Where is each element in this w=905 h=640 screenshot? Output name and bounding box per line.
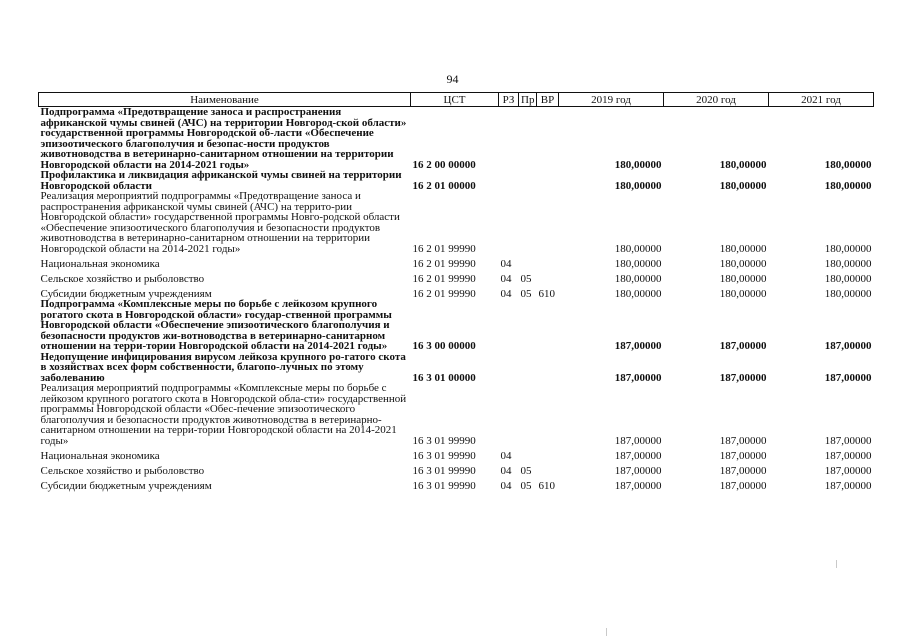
row-rz bbox=[499, 299, 519, 352]
row-2019: 180,00000 bbox=[614, 272, 662, 285]
row-2020: 187,00000 bbox=[719, 371, 767, 384]
row-rz bbox=[499, 107, 519, 171]
row-2019: 180,00000 bbox=[614, 242, 662, 255]
table-row bbox=[39, 170, 874, 191]
row-vr bbox=[537, 254, 559, 269]
table-row bbox=[39, 191, 874, 254]
row-cst: 16 2 01 99990 bbox=[412, 242, 476, 255]
row-2020: 180,00000 bbox=[719, 287, 767, 300]
row-pr: 05 bbox=[520, 479, 532, 492]
row-name: Национальная экономика bbox=[40, 257, 160, 270]
header-row bbox=[39, 93, 874, 107]
row-2021: 187,00000 bbox=[824, 340, 872, 352]
table-row bbox=[39, 446, 874, 461]
table-row bbox=[39, 461, 874, 476]
row-2020: 180,00000 bbox=[719, 179, 767, 192]
row-name: Подпрограмма «Комплексные меры по борьбе с лейкозом крупного рогатого скота в Новгородской области» государ-ственной программы Новгородской области «Обеспечение эпизоотического благополучия и безопасности продуктов жи-вотноводства в ветеринарно-санитарном отношении на терри-тории Новгородской области на 2014-2021 годы» bbox=[40, 298, 392, 352]
row-2021: 187,00000 bbox=[824, 464, 872, 477]
header-cst: ЦСТ bbox=[411, 93, 499, 107]
header-vr: ВР bbox=[537, 93, 559, 107]
header-2021: 2021 год bbox=[769, 93, 874, 107]
row-2019: 187,00000 bbox=[614, 464, 662, 477]
row-vr bbox=[537, 461, 559, 476]
row-rz bbox=[499, 170, 519, 191]
row-cst: 16 3 00 00000 bbox=[412, 340, 476, 352]
row-2019: 187,00000 bbox=[614, 371, 662, 384]
row-pr bbox=[519, 170, 537, 191]
row-cst: 16 2 01 99990 bbox=[412, 287, 476, 300]
row-2020: 180,00000 bbox=[719, 158, 767, 171]
row-vr: 610 bbox=[538, 479, 555, 492]
row-2021: 187,00000 bbox=[824, 371, 872, 384]
row-name: Недопущение инфицирования вирусом лейкоза крупного ро-гатого скота в хозяйствах всех форм собственности, благопо-лучных по этому заболеванию bbox=[40, 350, 406, 384]
row-pr bbox=[519, 383, 537, 446]
row-2021: 187,00000 bbox=[824, 434, 872, 447]
row-cst: 16 3 01 99990 bbox=[412, 434, 476, 447]
row-name: Реализация мероприятий подпрограммы «Предотвращение заноса и распространения африканской чумы свиней (АЧС) на террито-рии Новгородской области» государственной программы Новго-родской области «Обеспечение эпизоотического благополучия и безопасности продуктов животноводства в ветеринарно-санитарном отношении на территории Новгородской области на 2014-2021 годы» bbox=[40, 190, 400, 255]
row-2020: 187,00000 bbox=[719, 340, 767, 352]
row-name: Профилактика и ликвидация африканской чумы свиней на территории Новгородской области bbox=[40, 169, 402, 192]
row-2021: 180,00000 bbox=[824, 257, 872, 270]
row-2019: 187,00000 bbox=[614, 340, 662, 352]
table-row bbox=[39, 269, 874, 284]
row-vr bbox=[537, 170, 559, 191]
row-pr: 05 bbox=[520, 287, 532, 300]
row-2019: 187,00000 bbox=[614, 434, 662, 447]
scan-artifact bbox=[606, 628, 607, 636]
row-2019: 180,00000 bbox=[614, 257, 662, 270]
row-2021: 180,00000 bbox=[824, 158, 872, 171]
header-name: Наименование bbox=[39, 93, 411, 107]
row-name: Сельское хозяйство и рыболовство bbox=[40, 272, 205, 285]
row-pr: 05 bbox=[520, 464, 532, 477]
page-number: 94 bbox=[446, 72, 459, 86]
row-name: Подпрограмма «Предотвращение заноса и распространения африканской чумы свиней (АЧС) на территории Новгород-ской области» государственной программы Новгородской об-ласти «Обеспечение эпизоотического благополучия и безопас-ности продуктов животноводства в ветеринарно-санитарном отношении на территории Новгородской области на 2014-2021 годы» bbox=[40, 106, 407, 171]
row-pr: 05 bbox=[520, 272, 532, 285]
row-2021: 180,00000 bbox=[824, 272, 872, 285]
row-2019: 180,00000 bbox=[614, 179, 662, 192]
budget-table bbox=[38, 92, 874, 491]
table-row bbox=[39, 299, 874, 352]
table-row bbox=[39, 476, 874, 491]
row-cst: 16 3 01 99990 bbox=[412, 464, 476, 477]
row-2021: 187,00000 bbox=[824, 479, 872, 492]
row-2020: 180,00000 bbox=[719, 257, 767, 270]
row-cst: 16 2 01 99990 bbox=[412, 272, 476, 285]
row-2020: 180,00000 bbox=[719, 272, 767, 285]
row-cst: 16 3 01 99990 bbox=[412, 479, 476, 492]
row-vr bbox=[537, 383, 559, 446]
row-vr bbox=[537, 191, 559, 254]
table-header bbox=[39, 93, 874, 107]
row-2019: 187,00000 bbox=[614, 479, 662, 492]
row-cst: 16 2 01 99990 bbox=[412, 257, 476, 270]
row-cst: 16 2 01 00000 bbox=[412, 179, 476, 192]
row-2019: 187,00000 bbox=[614, 449, 662, 462]
row-rz bbox=[499, 383, 519, 446]
table-row bbox=[39, 352, 874, 384]
table-row bbox=[39, 284, 874, 299]
row-name: Субсидии бюджетным учреждениям bbox=[40, 479, 212, 492]
scan-artifact bbox=[836, 560, 837, 568]
row-2019: 180,00000 bbox=[614, 287, 662, 300]
header-2019: 2019 год bbox=[559, 93, 664, 107]
row-name: Национальная экономика bbox=[40, 449, 160, 462]
header-rz: РЗ bbox=[499, 93, 519, 107]
row-vr: 610 bbox=[538, 287, 555, 300]
row-pr bbox=[519, 446, 537, 461]
row-rz bbox=[499, 352, 519, 384]
row-2021: 180,00000 bbox=[824, 287, 872, 300]
row-vr bbox=[537, 299, 559, 352]
table-body bbox=[39, 107, 874, 492]
row-2021: 180,00000 bbox=[824, 179, 872, 192]
table-row bbox=[39, 107, 874, 171]
row-vr bbox=[537, 446, 559, 461]
row-rz: 04 bbox=[500, 479, 512, 492]
row-rz: 04 bbox=[500, 449, 512, 462]
row-cst: 16 3 01 00000 bbox=[412, 371, 476, 384]
row-pr bbox=[519, 107, 537, 171]
row-vr bbox=[537, 352, 559, 384]
table-row bbox=[39, 383, 874, 446]
row-rz bbox=[499, 191, 519, 254]
row-name: Реализация мероприятий подпрограммы «Комплексные меры по борьбе с лейкозом крупного рогатого скота в Новгородской обла-сти» государственной программы Новгородской области «Обес-печение эпизоотического благополучия и безопасности продуктов животноводства в ветеринарно-санитарном отношении на терри-тории Новгородской области на 2014-2021 годы» bbox=[40, 382, 407, 447]
row-2020: 187,00000 bbox=[719, 449, 767, 462]
row-name: Сельское хозяйство и рыболовство bbox=[40, 464, 205, 477]
header-pr: Пр bbox=[519, 93, 537, 107]
row-2020: 187,00000 bbox=[719, 479, 767, 492]
row-vr bbox=[537, 107, 559, 171]
row-2019: 180,00000 bbox=[614, 158, 662, 171]
row-rz: 04 bbox=[500, 287, 512, 300]
header-2020: 2020 год bbox=[664, 93, 769, 107]
row-pr bbox=[519, 254, 537, 269]
row-pr bbox=[519, 191, 537, 254]
row-2020: 187,00000 bbox=[719, 464, 767, 477]
row-vr bbox=[537, 269, 559, 284]
row-pr bbox=[519, 299, 537, 352]
row-cst: 16 2 00 00000 bbox=[412, 158, 476, 171]
row-2020: 180,00000 bbox=[719, 242, 767, 255]
row-rz: 04 bbox=[500, 257, 512, 270]
row-name: Субсидии бюджетным учреждениям bbox=[40, 287, 212, 300]
row-2021: 180,00000 bbox=[824, 242, 872, 255]
row-cst: 16 3 01 99990 bbox=[412, 449, 476, 462]
row-rz: 04 bbox=[500, 272, 512, 285]
table-row bbox=[39, 254, 874, 269]
row-2020: 187,00000 bbox=[719, 434, 767, 447]
row-2021: 187,00000 bbox=[824, 449, 872, 462]
row-pr bbox=[519, 352, 537, 384]
row-rz: 04 bbox=[500, 464, 512, 477]
